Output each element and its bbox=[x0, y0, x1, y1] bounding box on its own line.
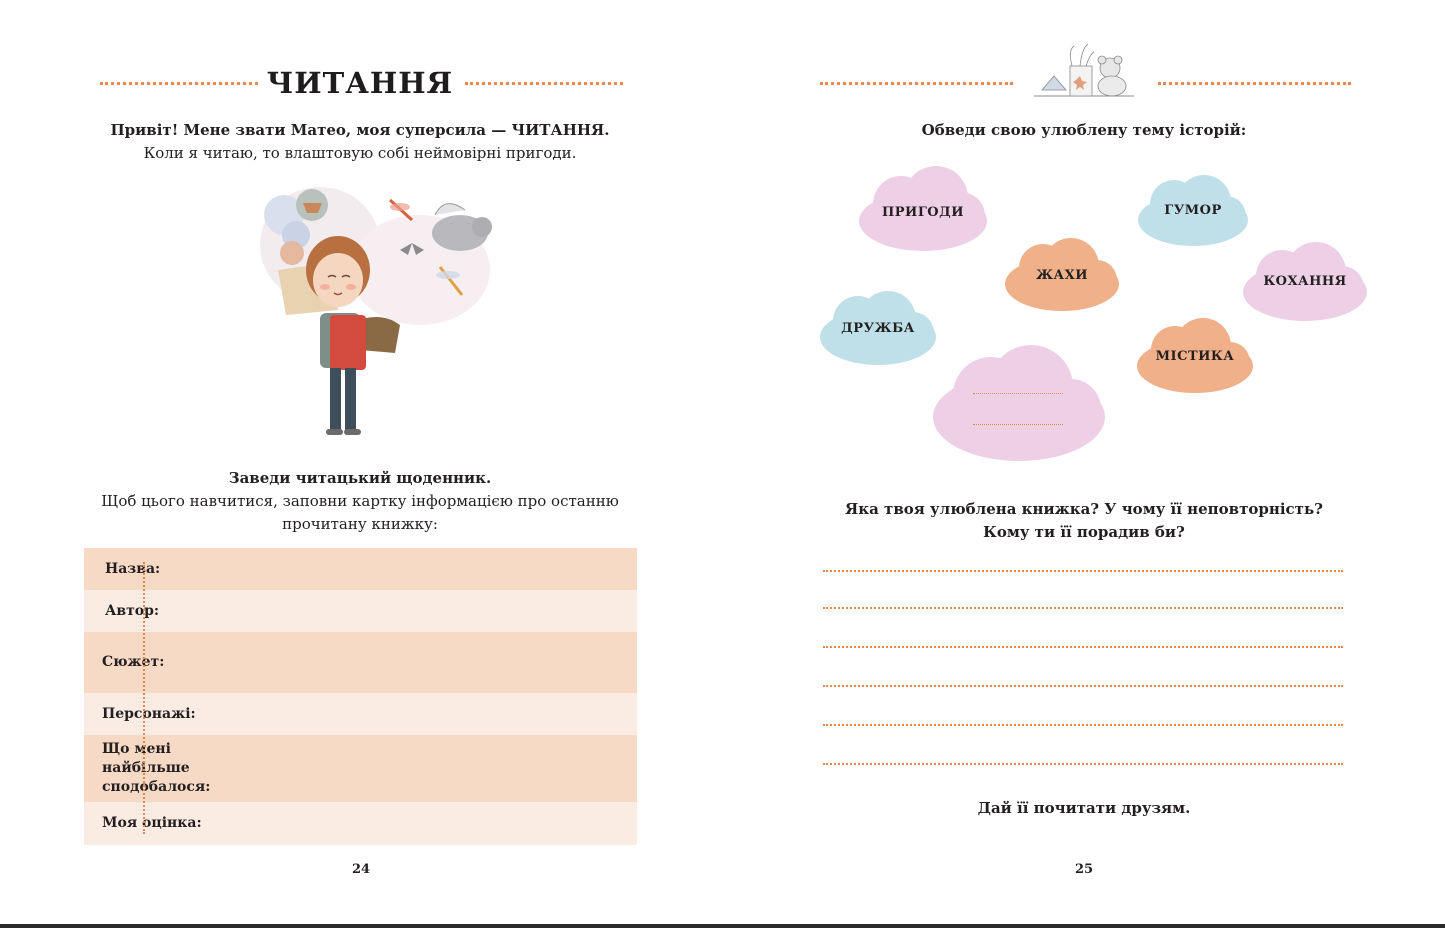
question-line-2: Кому ти її порадив би? bbox=[983, 523, 1185, 541]
cloud-label-friendship: ДРУЖБА bbox=[841, 321, 915, 336]
answer-line[interactable] bbox=[823, 724, 1343, 728]
title-divider-left bbox=[100, 82, 258, 89]
row-label-title: Назва: bbox=[105, 560, 161, 577]
diary-heading: Заведи читацький щоденник. bbox=[228, 469, 492, 487]
answer-line[interactable] bbox=[823, 570, 1343, 574]
header-divider-right bbox=[1158, 82, 1351, 89]
table-row-characters bbox=[84, 693, 637, 735]
cloud-label-horror: ЖАХИ bbox=[1035, 268, 1088, 283]
cloud-label-mystery: МІСТИКА bbox=[1155, 349, 1235, 364]
closing-text: Дай її почитати друзям. bbox=[977, 799, 1191, 817]
cloud-blank-line-2 bbox=[973, 424, 1063, 425]
diary-text-line-2: прочитану книжку: bbox=[282, 515, 438, 533]
theme-heading: Обведи свою улюблену тему історій: bbox=[921, 121, 1247, 139]
answer-line[interactable] bbox=[823, 607, 1343, 611]
table-row-title bbox=[84, 548, 637, 590]
cloud-label-adventures: ПРИГОДИ bbox=[882, 205, 964, 220]
page-number-left: 24 bbox=[352, 862, 371, 877]
row-label-rating: Моя оцінка: bbox=[102, 815, 202, 831]
row-label-author: Автор: bbox=[105, 602, 160, 619]
page-title: ЧИТАННЯ bbox=[266, 66, 454, 100]
intro-line-2: Коли я читаю, то влаштовую собі неймовірні пригоди. bbox=[143, 144, 577, 162]
answer-line[interactable] bbox=[823, 646, 1343, 650]
row-label-liked: Що мені найбільше сподобалося: bbox=[102, 741, 211, 795]
answer-line[interactable] bbox=[823, 763, 1343, 767]
teddy-bear-icon bbox=[1032, 40, 1136, 98]
diary-text-line-1: Щоб цього навчитися, заповни картку інформацією про останню bbox=[101, 492, 619, 510]
table-row-rating bbox=[84, 802, 637, 845]
cloud-label-love: КОХАННЯ bbox=[1263, 274, 1347, 289]
title-divider-right bbox=[465, 82, 623, 89]
cloud-blank[interactable] bbox=[931, 345, 1107, 465]
answer-line[interactable] bbox=[823, 685, 1343, 689]
boy-reading-illustration bbox=[250, 175, 500, 455]
cloud-fill bbox=[933, 345, 1105, 461]
cloud-label-humor: ГУМОР bbox=[1164, 203, 1222, 218]
reading-diary-table bbox=[84, 548, 637, 845]
row-label-plot: Сюжет: bbox=[102, 654, 165, 670]
intro-line-1: Привіт! Мене звати Матео, моя суперсила — ЧИТАННЯ. bbox=[110, 121, 610, 139]
header-divider-left bbox=[820, 82, 1013, 89]
cloud-blank-line-1 bbox=[973, 393, 1063, 394]
bottom-edge bbox=[0, 924, 1445, 928]
table-column-divider bbox=[143, 562, 145, 834]
table-row-author bbox=[84, 590, 637, 632]
row-label-characters: Персонажі: bbox=[102, 705, 196, 722]
table-row-plot bbox=[84, 632, 637, 693]
question-line-1: Яка твоя улюблена книжка? У чому її неповторність? bbox=[845, 500, 1323, 518]
page-number-right: 25 bbox=[1075, 862, 1094, 877]
table-row-liked bbox=[84, 735, 637, 802]
